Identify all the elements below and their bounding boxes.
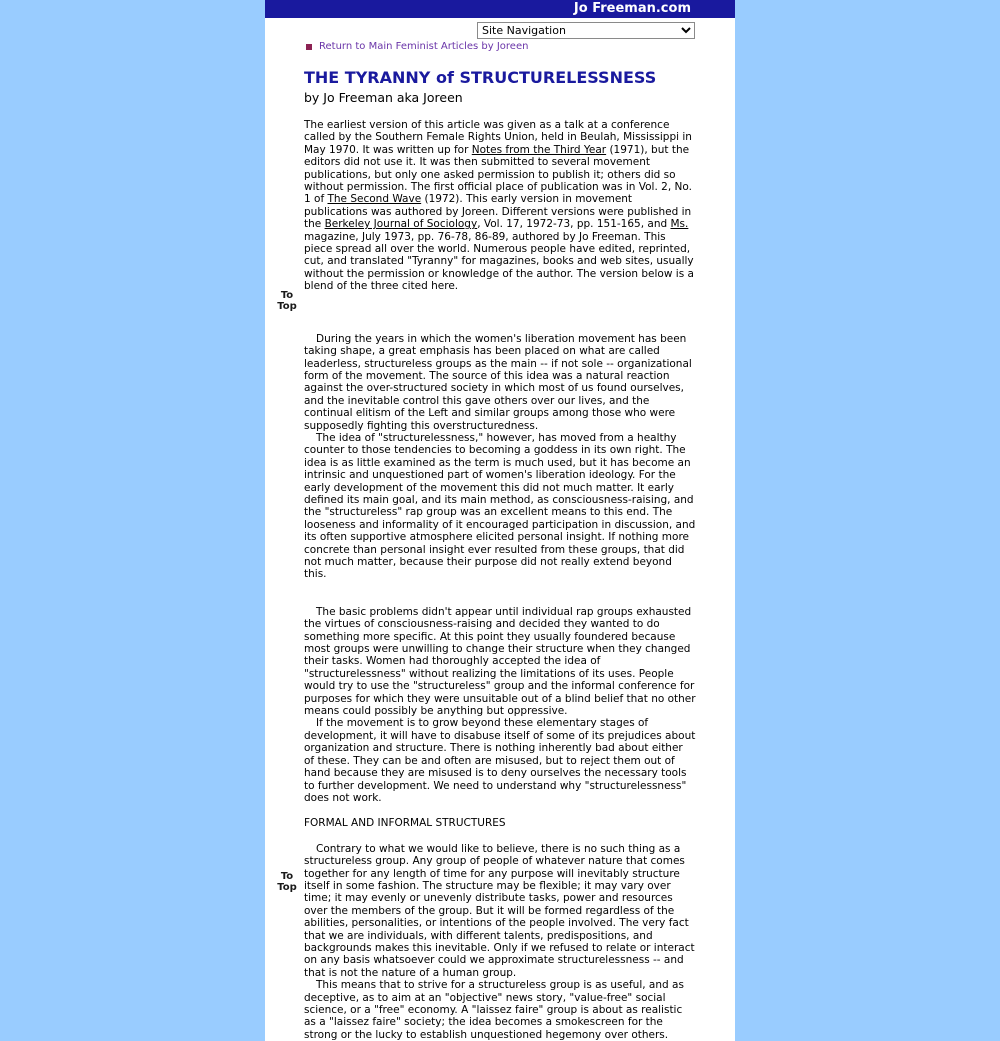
return-to-articles-link[interactable]: Return to Main Feminist Articles by Joreen xyxy=(319,41,529,52)
content-panel xyxy=(265,0,735,1041)
return-link-row xyxy=(265,41,735,52)
intro-text: The earliest version of this article was given as a talk at a conference called by the Southern Female Rights Union, held in Beulah, Mississippi in May 1970. It was written up for xyxy=(304,119,692,156)
intro-text: magazine, July 1973, pp. 76-78, 86-89, authored by Jo Freeman. This piece spread all over the world. Numerous people have edited, reprinted, cut, and translated "Tyranny" for magazines, books and web sites, usually without the permission or knowledge of the author. The version below is a blend of the three cited here. xyxy=(304,230,694,293)
article-paragraph: The idea of "structurelessness," however, has moved from a healthy counter to those tendencies to becoming a goddess in its own right. The idea is as little examined as the term is much used, but it has become an intrinsic and unquestioned part of women's liberation ideology. For the early development of the movement this did not much matter. It early defined its main goal, and its main method, as consciousness-raising, and the "structureless" rap group was an excellent means to this end. The looseness and informality of it encouraged participation in discussion, and its often supportive atmosphere elicited personal insight. If nothing more concrete than personal insight ever resulted from these groups, that did not much matter, because their purpose did not really extend beyond this. xyxy=(304,431,696,581)
cited-work-title: Notes from the Third Year xyxy=(471,143,607,156)
article-title: THE TYRANNY of STRUCTURELESSNESS xyxy=(304,68,657,87)
to-top-link[interactable]: To Top xyxy=(277,871,297,893)
article-byline: by Jo Freeman aka Joreen xyxy=(304,90,463,105)
intro-paragraph xyxy=(304,119,696,293)
article-sections xyxy=(304,293,696,1041)
to-top-link[interactable]: To Top xyxy=(277,290,297,312)
intro-text: (1972). This early version in movement publications was authored by Joreen. Different versions were published in the xyxy=(304,193,692,231)
article-paragraph: The basic problems didn't appear until individual rap groups exhausted the virtues of consciousness-raising and decided they wanted to do something more specific. At this point they usually foundered because most groups were unwilling to change their structure when they changed their tasks. Women had thoroughly accepted the idea of "structurelessness" without realizing the limitations of its uses. People would try to use the "structureless" group and the informal conference for purposes for which they were unsuitable out of a blind belief that no other means could possibly be anything but oppressive. xyxy=(304,605,696,718)
cited-work-title: Berkeley Journal of Sociology xyxy=(324,218,478,231)
nav-row xyxy=(265,19,735,36)
site-title: Jo Freeman.com xyxy=(573,1,691,16)
square-bullet-icon xyxy=(306,44,312,50)
site-header xyxy=(265,0,735,18)
article-paragraph: During the years in which the women's liberation movement has been taking shape, a great emphasis has been placed on what are called leaderless, structureless groups as the main -- if not sole -- organizational form of the movement. The source of this idea was a natural reaction against the over-structured society in which most of us found ourselves, and the inevitable control this gave others over our lives, and the continual elitism of the Left and similar groups among those who were supposedly fighting this overstructuredness. xyxy=(304,332,692,432)
article-paragraph: Contrary to what we would like to believe, there is no such thing as a structureless group. Any group of people of whatever nature that comes together for any length of time for any purpose will inevitably structure itself in some fashion. The structure may be flexible; it may vary over time; it may evenly or unevenly distribute tasks, power and resources over the members of the group. But it will be formed regardless of the abilities, personalities, or intentions of the people involved. The very fact that we are individuals, with different talents, predispositions, and backgrounds makes this inevitable. Only if we refused to relate or interact on any basis whatsoever could we approximate structurelessness -- and that is not the nature of a human group. xyxy=(304,842,695,979)
paragraph-spacer xyxy=(304,581,696,606)
site-navigation-select[interactable] xyxy=(477,22,695,39)
article-paragraph: If the movement is to grow beyond these elementary stages of development, it will have to disabuse itself of some of its prejudices about organization and structure. There is nothing inherently bad about either of these. They can be and often are misused, but to reject them out of hand because they are misused is to deny ourselves the necessary tools to further development. We need to understand why "structurelessness" does not work. xyxy=(304,717,696,804)
section-heading: FORMAL AND INFORMAL STRUCTURES xyxy=(304,817,506,830)
intro-text: (1971), but the editors did not use it. It was then submitted to several movement publications, but only one asked permission to publish it; others did so without permission. The first official place of publication was in Vol. 2, No. 1 of xyxy=(304,143,692,206)
paragraph-spacer xyxy=(304,293,696,333)
intro-text: , Vol. 17, 1972-73, pp. 151-165, and xyxy=(477,218,671,231)
article-body xyxy=(265,68,735,1041)
cited-work-title: Ms. xyxy=(670,218,689,231)
article-paragraph: This means that to strive for a structureless group is as useful, and as deceptive, as to aim at an "objective" news story, "value-free" social science, or a "free" economy. A "laissez faire" group is about as realistic as a "laissez faire" society; the idea becomes a smokescreen for the strong or the lucky to establish unquestioned hegemony over others. xyxy=(304,979,684,1041)
cited-work-title: The Second Wave xyxy=(327,193,422,206)
